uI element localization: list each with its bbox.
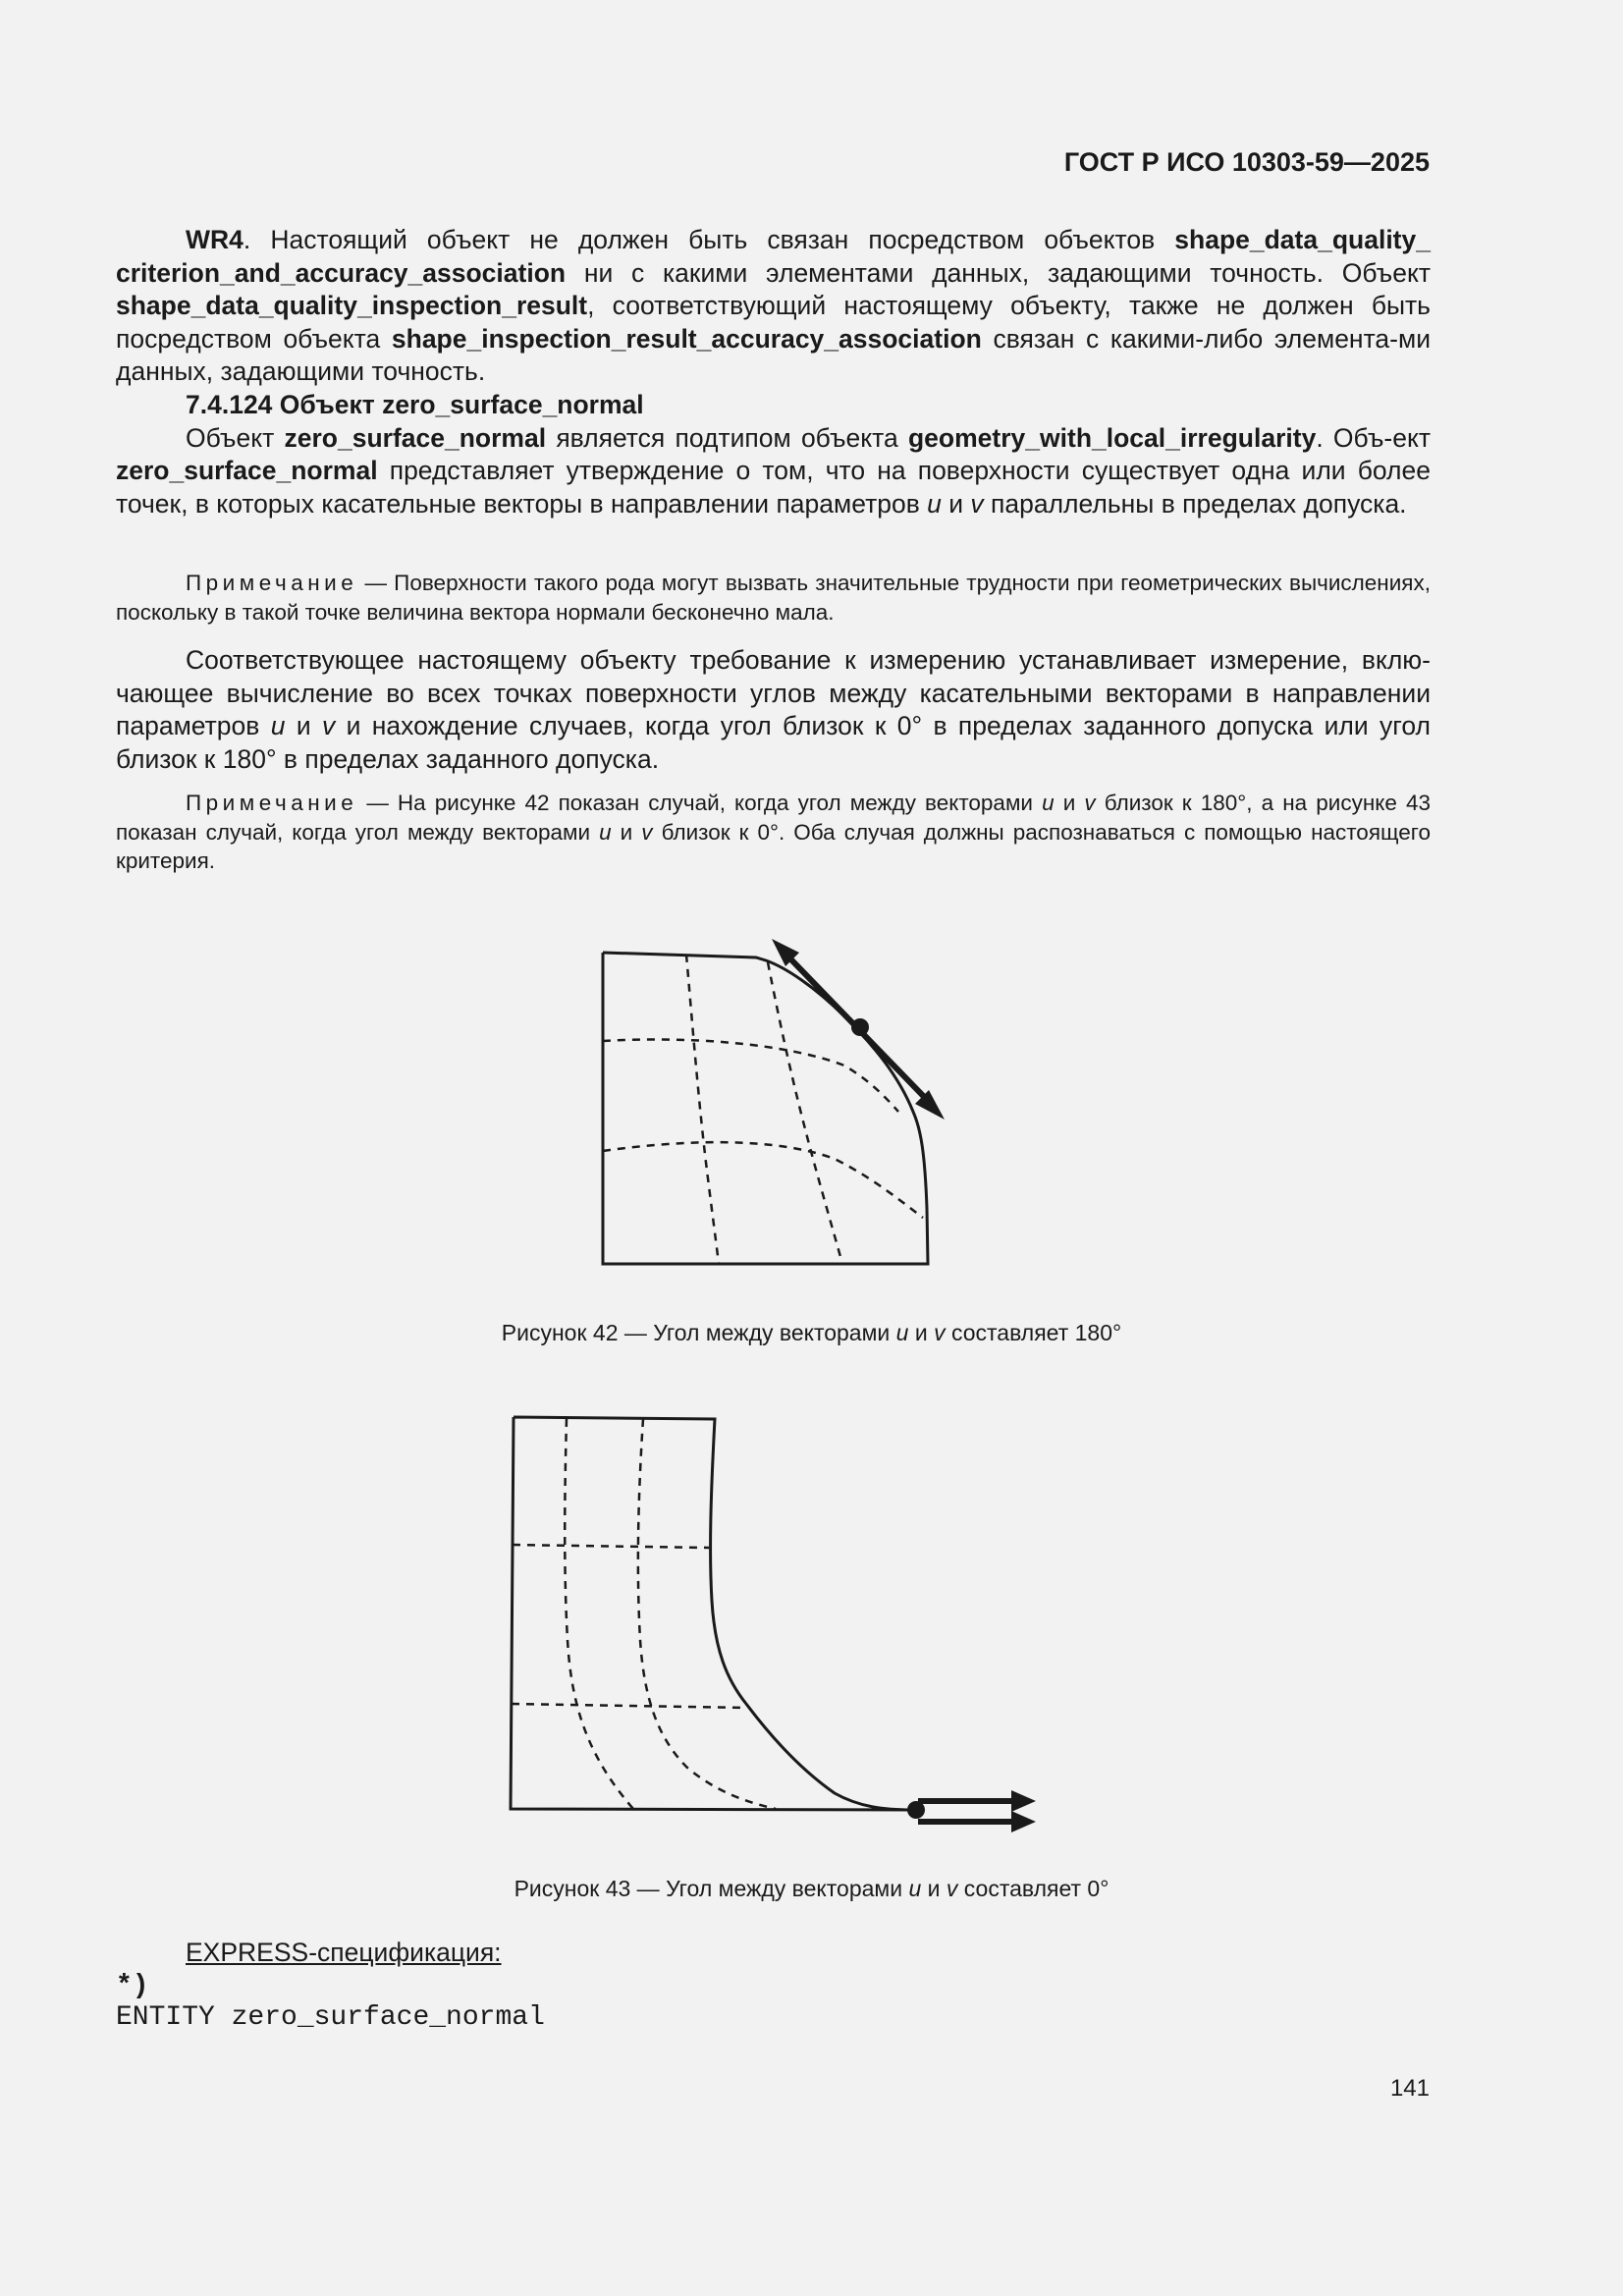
express-entity-line: ENTITY zero_surface_normal: [116, 2002, 545, 2033]
u-isoline-2: [638, 1419, 776, 1809]
note-2-text-5: близок к 0°. Оба случая должны распознаваться с помощью настоящего критерия.: [116, 819, 1432, 873]
note-1: [116, 569, 1431, 627]
caption-42-text-2: и: [908, 1320, 935, 1345]
intro-text-6: параллельны в пределах допуска.: [983, 488, 1407, 519]
figure-43-caption: [0, 1876, 1623, 1902]
page-number: 141: [1389, 2075, 1430, 2102]
note-1-label: Примечание: [186, 571, 358, 595]
tangent-arrow: [772, 939, 945, 1120]
surface-outline: [603, 953, 928, 1264]
singular-point: [907, 1801, 925, 1819]
v-isoline-1: [603, 1039, 898, 1112]
intro-paragraph: [116, 422, 1431, 521]
tangent-arrows: [907, 1790, 1036, 1832]
param-v: v: [641, 819, 653, 845]
param-v: v: [946, 1876, 958, 1901]
express-heading: EXPRESS-спецификация:: [186, 1938, 502, 1967]
wr4-entity-1: shape_data_quality_ criterion_and_accuracy_association: [116, 225, 1431, 288]
intro-text-5: и: [941, 488, 971, 519]
param-v: v: [934, 1320, 946, 1345]
wr4-text-4: связан с какими-либо элемента-ми данных, задающими точность.: [116, 323, 1431, 386]
caption-43-text-1: Рисунок 43 — Угол между векторами: [514, 1876, 909, 1901]
surface-outline: [511, 1417, 913, 1810]
param-u: u: [927, 488, 942, 519]
u-isoline-1: [565, 1419, 633, 1809]
note-2-label: Примечание: [186, 791, 358, 815]
note-1-text: — Поверхности такого рода могут вызвать значительные трудности при геометрических вычислениях, поскольку в такой точке величина вектора нормали бесконечно мала.: [116, 571, 1431, 625]
wr4-entity-2: shape_data_quality_inspection_result: [116, 291, 588, 320]
v-isoline-1: [513, 1545, 709, 1548]
param-u: u: [895, 1320, 909, 1345]
note-2-text-3: близок к 180°, а на рисунке 43 показан случай, когда угол между векторами: [116, 791, 1431, 845]
section-block: [116, 389, 1431, 520]
note-2-text-1: — На рисунке 42 показан случай, когда угол между векторами: [357, 791, 1043, 815]
figure-43-drawing: [496, 1404, 1055, 1846]
param-v: v: [1084, 791, 1096, 815]
param-u: u: [1042, 791, 1055, 815]
note-2: [116, 789, 1431, 876]
u-isoline-2: [768, 962, 842, 1264]
v-isoline-2: [603, 1142, 923, 1218]
wr4-text-1: . Настоящий объект не должен быть связан посредством объектов: [243, 225, 1175, 254]
wr4-entity-3: shape_inspection_result_accuracy_association: [391, 323, 982, 354]
wr4-text-3: , соответствующий настоящему объекту, также не должен быть посредством объекта: [116, 291, 1431, 354]
document-header: ГОСТ Р ИСО 10303-59—2025: [1063, 147, 1430, 177]
wr4-text-2: ни с какими элементами данных, задающими точность. Объект: [566, 257, 1431, 288]
caption-42-text-1: Рисунок 42 — Угол между векторами: [501, 1320, 896, 1345]
requirement-paragraph: [116, 644, 1431, 776]
intro-text-4: представляет утверждение о том, что на поверхности существует одна или более точек, в которых касательные векторы в направлении параметров: [116, 456, 1431, 519]
param-u: u: [270, 711, 286, 740]
param-v: v: [321, 711, 336, 740]
param-u: u: [908, 1876, 922, 1901]
u-isoline-1: [686, 955, 719, 1264]
caption-43-text-3: составляет 0°: [957, 1876, 1109, 1901]
intro-text-2: является подтипом объекта: [546, 422, 908, 453]
intro-entity-2: geometry_with_local_irregularity: [908, 422, 1317, 453]
note-2-text-4: и: [611, 819, 642, 845]
singular-point: [851, 1018, 869, 1036]
intro-text-1: Объект: [186, 422, 285, 453]
requirement-text-2: и: [285, 711, 322, 740]
param-v: v: [970, 488, 984, 519]
note-2-text-2: и: [1054, 791, 1085, 815]
section-heading: 7.4.124 Объект zero_surface_normal: [186, 390, 644, 419]
figure-42-drawing: [589, 928, 962, 1277]
wr4-label: WR4: [186, 225, 243, 254]
param-u: u: [599, 819, 612, 845]
intro-text-3: . Объ-ект: [1316, 422, 1431, 453]
express-comment-close: *): [116, 1971, 149, 2001]
requirement-text-1: Соответствующее настоящему объекту требование к измерению устанавливает измерение, вклю-чающее вычисление во всех точках поверхности углов между касательными векторами в направлении параметров: [116, 645, 1431, 740]
requirement-text-3: и нахождение случаев, когда угол близок к 0° в пределах заданного допуска или угол близок к 180° в пределах заданного допуска.: [116, 711, 1431, 774]
wr4-paragraph: [116, 224, 1431, 389]
caption-42-text-3: составляет 180°: [945, 1320, 1122, 1345]
figure-42-caption: [0, 1320, 1623, 1346]
intro-entity-1: zero_surface_normal: [284, 422, 547, 453]
v-isoline-2: [512, 1704, 744, 1708]
caption-43-text-2: и: [921, 1876, 947, 1901]
intro-entity-3: zero_surface_normal: [116, 456, 378, 485]
